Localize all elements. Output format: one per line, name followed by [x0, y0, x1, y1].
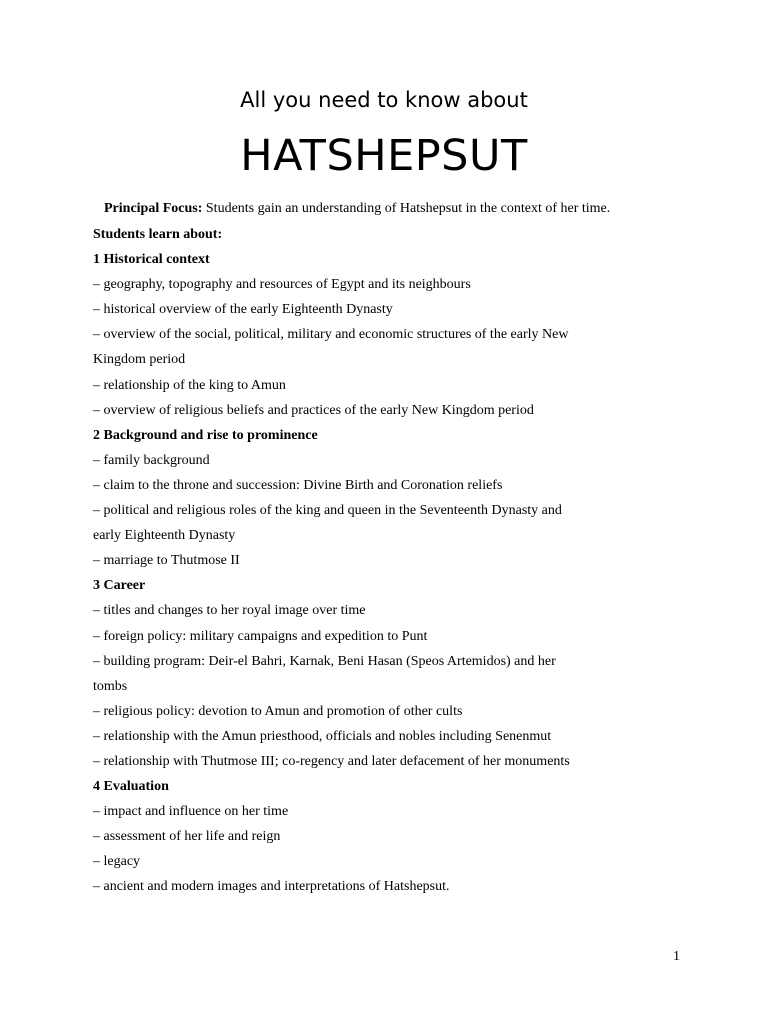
list-item: – relationship with Thutmose III; co-regency and later defacement of her monuments	[93, 753, 570, 769]
list-item: – foreign policy: military campaigns and expedition to Punt	[93, 628, 428, 644]
list-item: – building program: Deir-el Bahri, Karnak, Beni Hasan (Speos Artemidos) and her	[93, 653, 556, 669]
list-item: – family background	[93, 452, 210, 468]
list-item: early Eighteenth Dynasty	[93, 528, 236, 544]
list-item: – geography, topography and resources of Egypt and its neighbours	[93, 277, 471, 293]
syllabus-lines	[93, 248, 693, 900]
list-item: – relationship with the Amun priesthood, officials and nobles including Senenmut	[93, 728, 552, 744]
list-item: – claim to the throne and succession: Divine Birth and Coronation reliefs	[93, 477, 503, 493]
list-item: – ancient and modern images and interpretations of Hatshepsut.	[93, 879, 450, 895]
list-item: – assessment of her life and reign	[93, 829, 281, 845]
section-heading: 4 Evaluation	[93, 779, 169, 795]
document-title: HATSHEPSUT	[240, 131, 528, 181]
section-heading: 2 Background and rise to prominence	[93, 427, 318, 443]
section-heading: 3 Career	[93, 578, 146, 594]
list-item: Kingdom period	[93, 352, 186, 368]
document-subtitle: All you need to know about	[240, 88, 528, 112]
principal-focus-text: Students gain an understanding of Hatshepsut in the context of her time.	[202, 201, 611, 216]
list-item: – impact and influence on her time	[93, 804, 289, 820]
list-item: – marriage to Thutmose II	[93, 553, 240, 569]
page-number: 1	[673, 949, 680, 964]
list-item: – legacy	[93, 854, 141, 870]
list-item: – overview of religious beliefs and practices of the early New Kingdom period	[93, 402, 534, 418]
list-item: – overview of the social, political, military and economic structures of the early New	[93, 327, 569, 343]
students-learn-heading: Students learn about:	[93, 227, 223, 242]
list-item: – historical overview of the early Eighteenth Dynasty	[93, 302, 393, 318]
principal-focus-label: Principal Focus:	[104, 201, 203, 216]
principal-focus	[104, 199, 724, 219]
list-item: – titles and changes to her royal image over time	[93, 603, 366, 619]
list-item: – political and religious roles of the king and queen in the Seventeenth Dynasty and	[93, 503, 562, 519]
syllabus-content	[93, 223, 693, 901]
list-item: tombs	[93, 678, 128, 694]
list-item: – religious policy: devotion to Amun and promotion of other cults	[93, 703, 463, 719]
section-heading: 1 Historical context	[93, 252, 210, 268]
list-item: – relationship of the king to Amun	[93, 377, 286, 393]
